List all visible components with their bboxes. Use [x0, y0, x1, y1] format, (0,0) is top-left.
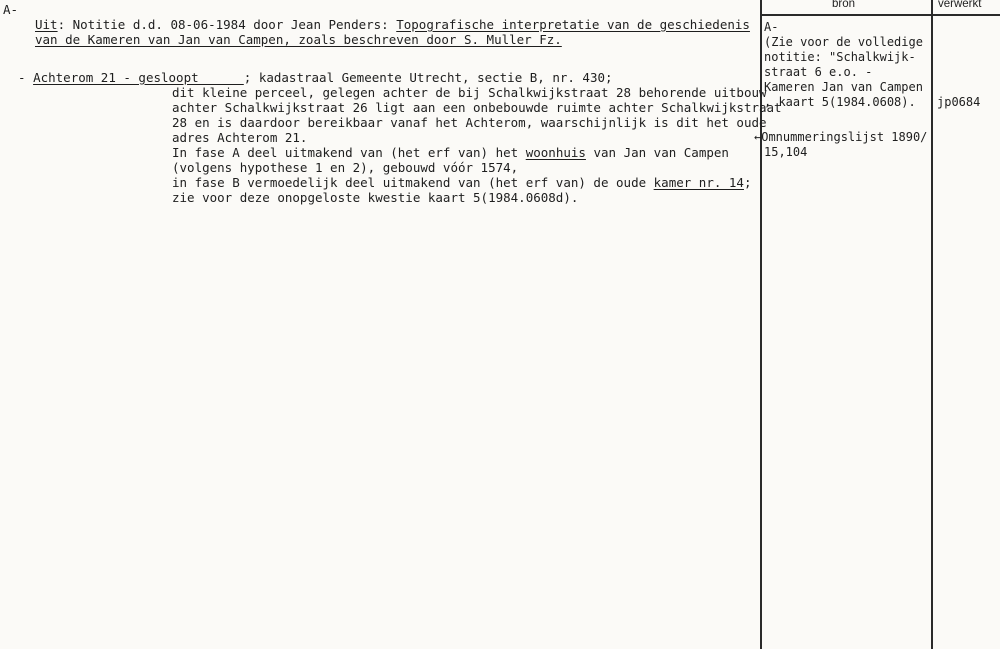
- bron-line-3: straat 6 e.o. -: [764, 65, 873, 79]
- source-line-1: [35, 17, 750, 33]
- notitie-title-part2: van de Kameren van Jan van Campen, zoals beschreven door S. Muller Fz.: [35, 32, 562, 47]
- fase-a-line-2: (volgens hypothese 1 en 2), gebouwd vóór 1574,: [172, 160, 519, 175]
- entry-line-3: 28 en is daardoor bereikbaar vanaf het Achterom, waarschijnlijk is dit het oude: [172, 115, 767, 130]
- bron-line-1: (Zie voor de volledige: [764, 35, 923, 49]
- fase-b-text: in fase B vermoedelijk deel uitmakend van (het erf van) de oude: [172, 175, 654, 190]
- entry-kadaster: ; kadastraal Gemeente Utrecht, sectie B, nr. 430;: [243, 70, 613, 85]
- woonhuis-link: woonhuis: [525, 145, 586, 160]
- source-text: : Notitie d.d. 08-06-1984 door Jean Penders:: [57, 17, 397, 32]
- bron-line-2: notitie: "Schalkwijk-: [764, 50, 916, 64]
- header-underline: [761, 14, 1000, 16]
- bron-line-5: , kaart 5(1984.0608).: [764, 95, 916, 109]
- entry-line-2: achter Schalkwijkstraat 26 ligt aan een onbebouwde ruimte achter Schalkwijkstraat: [172, 100, 782, 115]
- verwerkt-code: jp0684: [937, 95, 981, 109]
- fase-b-line: [172, 175, 751, 191]
- last-line: zie voor deze onopgeloste kwestie kaart 5(1984.0608d).: [172, 190, 579, 205]
- main-prefix: A-: [3, 2, 19, 17]
- bron-prefix: A-: [764, 20, 779, 34]
- notitie-title-part1: Topografische interpretatie van de geschiedenis: [396, 17, 750, 32]
- uit-label: Uit: [35, 17, 58, 32]
- entry-dash: -: [18, 70, 34, 85]
- bron-line-4: Kameren Jan van Campen: [764, 80, 923, 94]
- verwerkt-column-divider: [931, 0, 933, 649]
- fase-a-text-end: van Jan van Campen: [585, 145, 729, 160]
- kamer-link: kamer nr. 14: [653, 175, 744, 190]
- source-line-2: [35, 32, 562, 48]
- omnummering-line-2: 15,104: [764, 145, 808, 159]
- fase-a-line: [172, 145, 729, 161]
- entry-address: Achterom 21 - gesloopt: [33, 70, 244, 85]
- fase-a-text: In fase A deel uitmakend van (het erf van) het: [172, 145, 526, 160]
- fase-b-text-end: ;: [743, 175, 752, 190]
- entry-line-1: dit kleine perceel, gelegen achter de bij Schalkwijkstraat 28 behorende uitbouw: [172, 85, 767, 100]
- bron-header: bron: [832, 0, 856, 10]
- verwerkt-header: verwerkt: [938, 0, 982, 10]
- entry-address-line: [18, 70, 613, 86]
- omnummering-line-1: ←Omnummeringslijst 1890/: [754, 130, 928, 144]
- entry-line-4: adres Achterom 21.: [172, 130, 308, 145]
